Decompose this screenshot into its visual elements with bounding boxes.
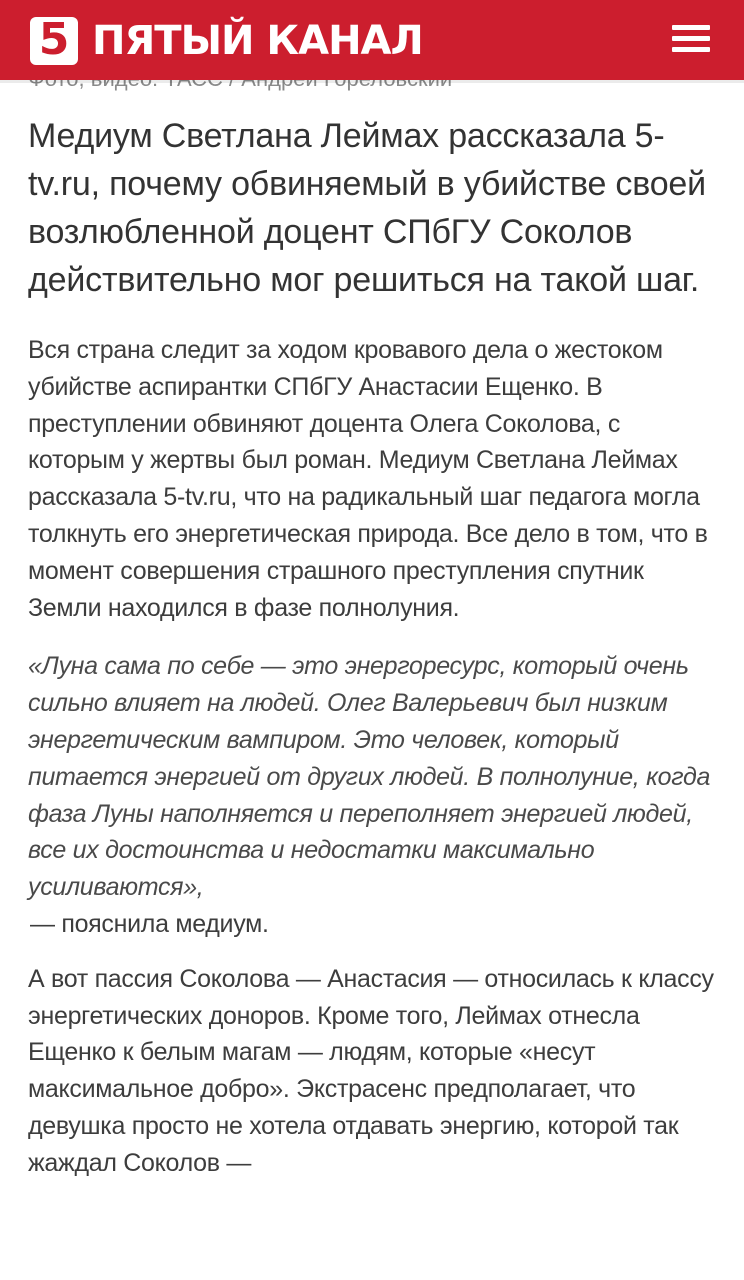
site-header [0, 0, 744, 80]
article-quote [28, 648, 718, 942]
logo-wordmark: ПЯТЫЙ КАНАЛ [92, 18, 423, 64]
hamburger-menu-icon[interactable] [672, 22, 710, 56]
article-paragraph-1: Вся страна следит за ходом кровавого дела о жестоком убийстве аспирантки СПбГУ Анастасии Ещенко. В преступлении обвиняют доцента Олега Соколова, с которым у жертвы был роман. Медиум Светлана Леймах рассказала 5-tv.ru, что на радикальный шаг педагога могла толкнуть его энергетическая природа. Все дело в том, что в момент совершения страшного преступления спутник Земли находился в фазе полнолуния. [28, 336, 708, 622]
channel-five-logo-icon [30, 14, 78, 65]
quote-attribution: — пояснила медиум. [30, 909, 269, 938]
article-lead: Медиум Светлана Леймах рассказала 5-tv.ru, почему обвиняемый в убийстве своей возлюбленной доцент СПбГУ Соколов действительно мог решиться на такой шаг. [28, 117, 706, 299]
logo-mark-digit: 5 [38, 14, 70, 65]
quote-text: «Луна сама по себе — это энергоресурс, который очень сильно влияет на людей. Олег Валерьевич был низким энергетическим вампиром. Это человек, который питается энергией от других людей. В полнолуние, когда фаза Луны наполняется и переполняет энергией людей, все их достоинства и недостатки максимально усиливаются», [28, 652, 711, 902]
article-paragraph-2: А вот пассия Соколова — Анастасия — относилась к классу энергетических доноров. Кроме того, Леймах отнесла Ещенко к белым магам — людям, которые «несут максимальное добро». Экстрасенс предполагает, что девушка просто не хотела отдавать энергию, которой так жаждал Соколов — [28, 964, 714, 1177]
article-body [28, 112, 718, 1204]
site-logo[interactable] [30, 16, 423, 66]
